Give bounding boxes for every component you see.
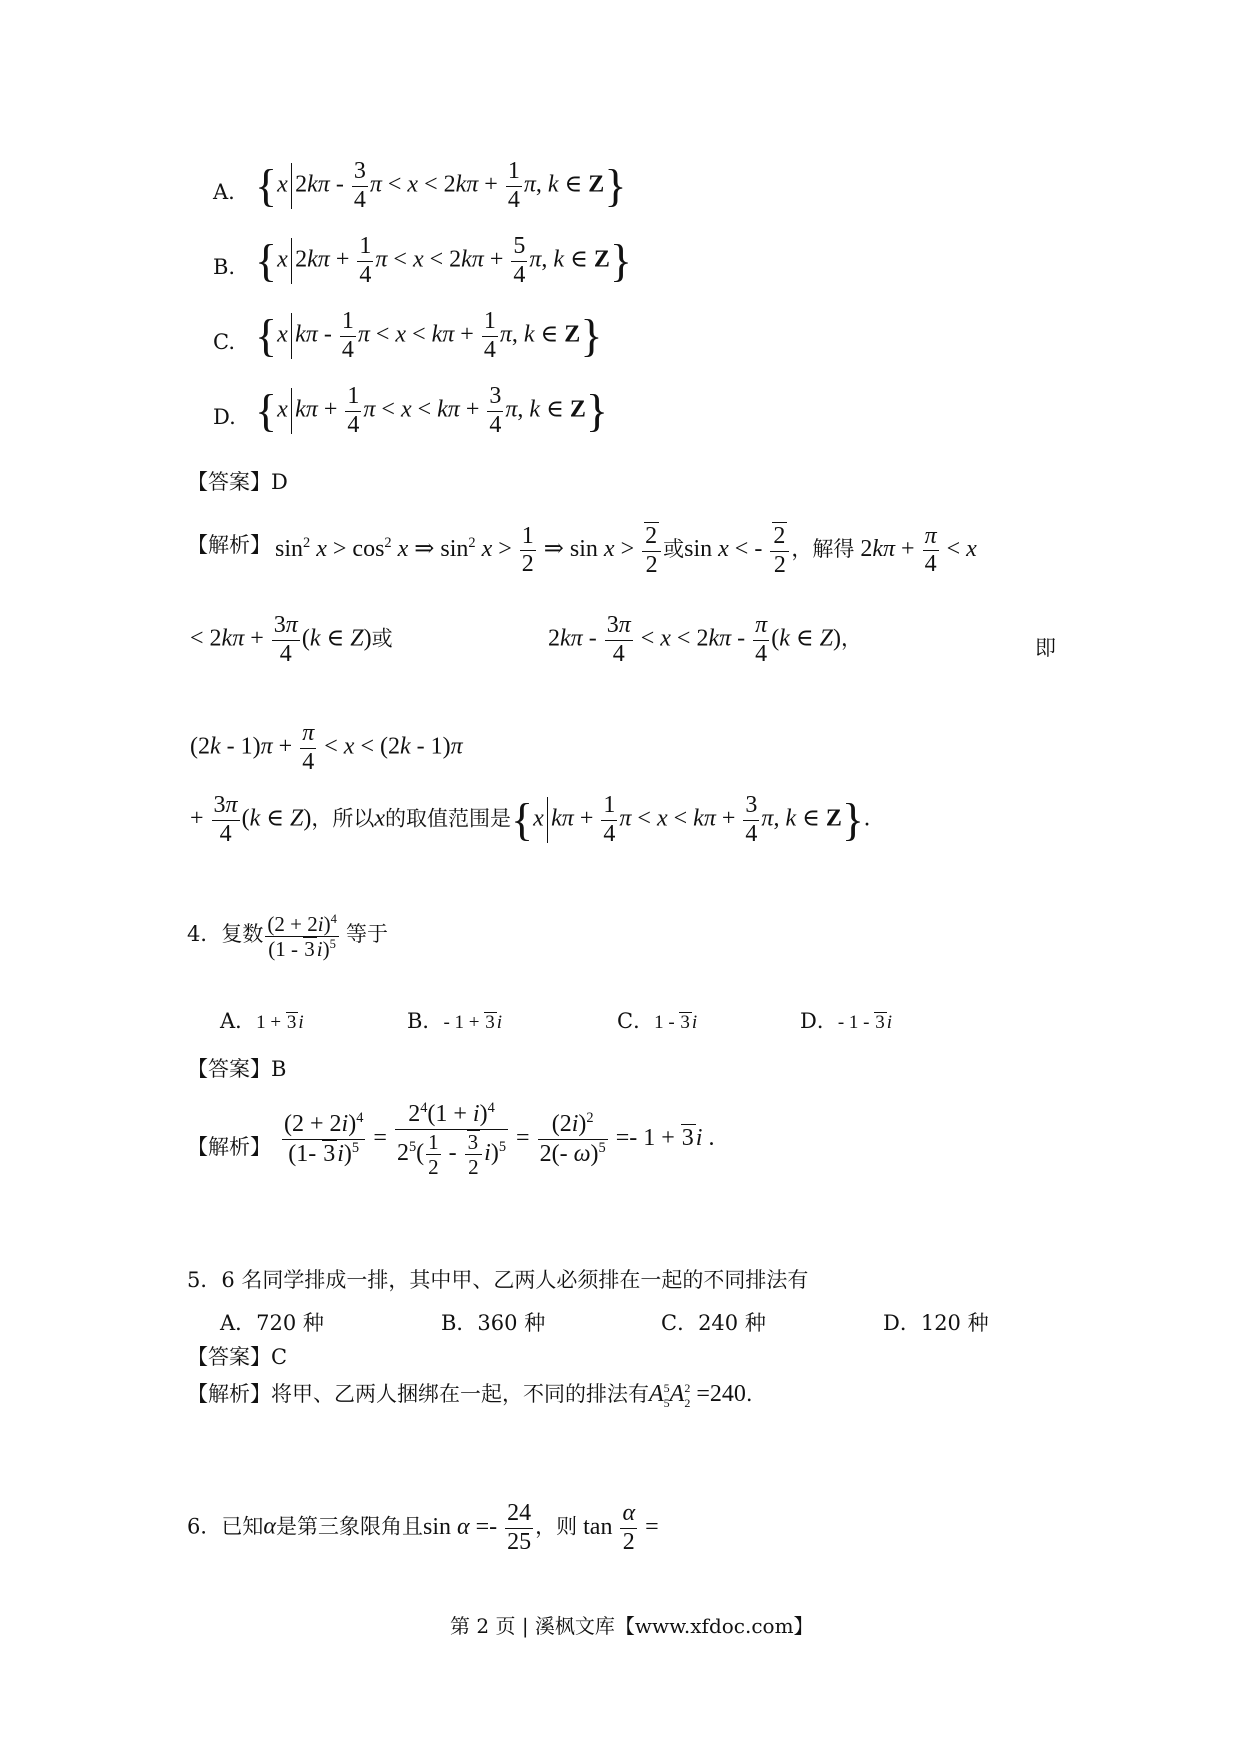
q3-option-d-math: {x kπ + $\frac{1}{4}$ π < x < kπ + $\frac{3}{4}$ π, k ∈ Z}	[255, 383, 608, 438]
q3-analysis-line1: $\sin^2 x > \cos^2 x$ ⇒ $\sin^2 x$ > $\frac{1}{2}$ ⇒ sin x > $\frac{2}{2}$ 或sin x < - $\frac{2}{2}$ ，解得 2kπ + $\frac{\pi}{4}$ < x	[275, 522, 977, 578]
q5-stem: 5．6 名同学排成一排，其中甲、乙两人必须排在一起的不同排法有	[187, 1268, 809, 1292]
q3-analysis-line2b: 2kπ - $\frac{3\pi}{4}$ < x < 2kπ - $\frac{\pi}{4}$ (k ∈ Z)，	[548, 612, 862, 667]
page-footer	[450, 1610, 814, 1639]
q3-answer: 【答案】D	[187, 470, 288, 494]
footer-separator: |	[521, 1614, 529, 1638]
q5-answer: 【答案】C	[187, 1345, 288, 1369]
footer-page-number: 第 2 页	[450, 1614, 516, 1638]
q4-option-d: D．- 1 - 3 i	[800, 1009, 893, 1033]
q5-option-d: D．120 种	[883, 1311, 989, 1335]
q3-analysis-tag: 【解析】	[187, 533, 271, 557]
q3-analysis-line4: + $\frac{3\pi}{4}$ (k ∈ Z)，所以x的取值范围是{x kπ + $\frac{1}{4}$ π < x < kπ + $\frac{3}{4}$ π, k ∈ Z}.	[190, 792, 870, 847]
q3-option-a-math: {x 2kπ - $\frac{3}{4}$ π < x < 2kπ + $\frac{1}{4}$ π, k ∈ Z}	[255, 158, 627, 213]
q5-option-a: A．720 种	[220, 1311, 324, 1335]
q5-option-b: B．360 种	[441, 1311, 546, 1335]
q3-option-c-math: {x kπ - $\frac{1}{4}$ π < x < kπ + $\frac{1}{4}$ π, k ∈ Z}	[255, 308, 603, 363]
q4-analysis-math: $\frac{(2 + 2i)^4}{(1- 3i)^5}$ = $2^4(1 + i)^4$ $2^5$( $\frac{1}{2}$ - $\frac{3}{2}$ i)$^5$ = $\frac{(2i)^2}{2(- \omega)^5}$ =- 1 + 3i .	[284, 1100, 715, 1179]
q5-analysis: 【解析】将甲、乙两人捆绑在一起，不同的排法有$A_5^5A_2^2 =240$.	[187, 1381, 753, 1410]
q4-stem: 4．复数 $\frac{(2 + 2i)^4}{(1 - 3i)^5}$ 等于	[187, 912, 388, 962]
q4-answer: 【答案】B	[187, 1057, 287, 1081]
q3-analysis-line2a: < 2kπ + $\frac{3\pi}{4}$ (k ∈ Z)或	[190, 612, 393, 667]
q4-option-b: B．- 1 + 3 i	[407, 1009, 503, 1033]
q4-option-a: A．1 + 3 i	[220, 1009, 304, 1033]
q3-analysis-line3: (2k - 1)π + $\frac{\pi}{4}$ < x < (2k - 1)π	[190, 720, 463, 775]
q3-option-c-label: C.	[213, 330, 235, 354]
q3-option-d-label: D.	[213, 405, 236, 429]
q3-analysis-ji: 即	[1035, 636, 1056, 660]
q6-stem: 6．已知α是第三象限角且sin α =- $\frac{24}{25}$ ，则 tan $\frac{\alpha}{2}$ =	[187, 1500, 659, 1555]
q3-option-b-label: B.	[213, 255, 236, 279]
q3-option-a-label: A.	[213, 180, 235, 204]
footer-site-link[interactable]: 溪枫文库【www.xfdoc.com】	[534, 1614, 814, 1638]
q4-option-c: C．1 - 3 i	[617, 1009, 698, 1033]
q3-option-b-math: {x 2kπ + $\frac{1}{4}$ π < x < 2kπ + $\frac{5}{4}$ π, k ∈ Z}	[255, 233, 632, 288]
q5-option-c: C．240 种	[661, 1311, 766, 1335]
q4-analysis-tag: 【解析】	[187, 1135, 271, 1159]
